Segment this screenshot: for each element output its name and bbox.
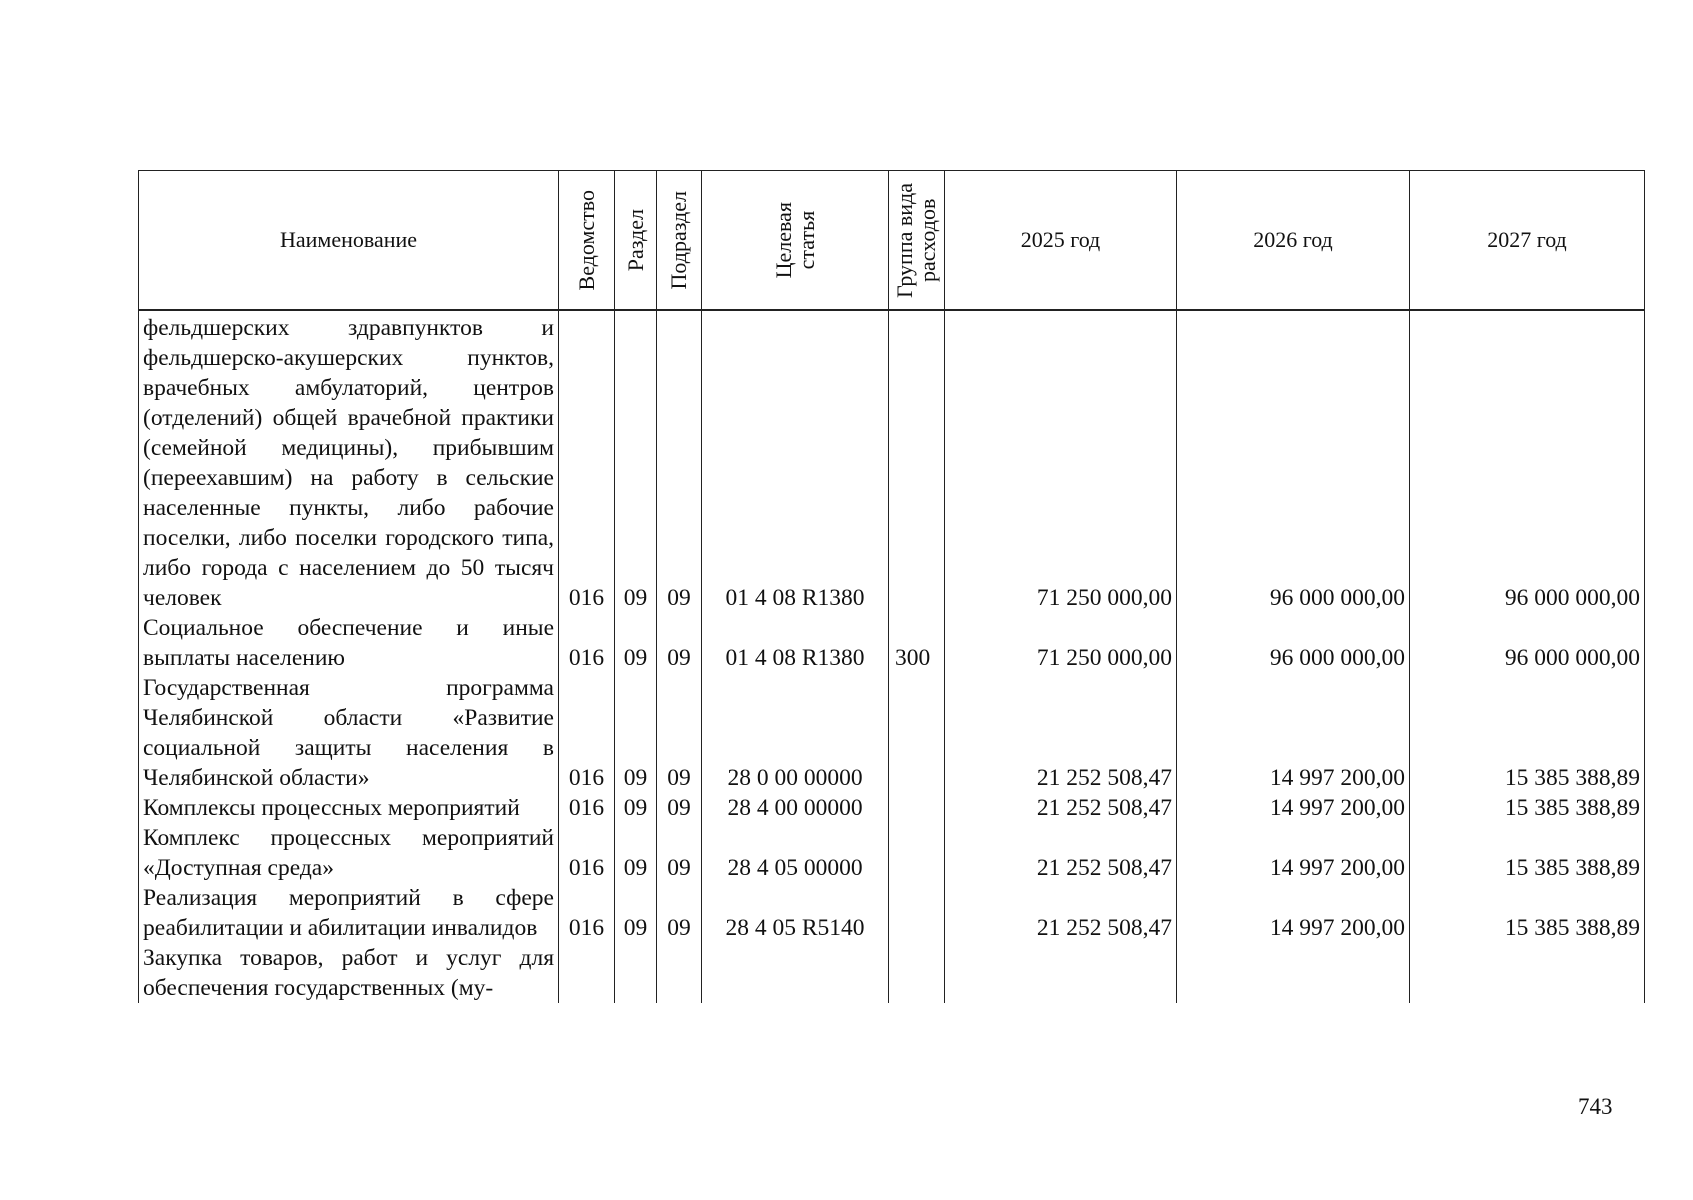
row-name: фельдшерских здравпунктов и фельдшерско-акушерских пунктов, врачебных амбулаторий, центров (отделений) общей врачебной практики (семейной медицины), прибывшим (переехавшим) на работу в сельские населенные пункты, либо рабочие поселки, либо поселки городского типа, либо города с населением до 50 тысяч человек [139,310,559,613]
row-section: 09 [615,613,657,673]
row-name: Государственная программа Челябинской области «Развитие социальной защиты населения в Челябинской области» [139,673,559,793]
header-year-2027: 2027 год [1410,171,1645,311]
row-amount-2026: 14 997 200,00 [1177,823,1410,883]
row-target-article: 01 4 08 R1380 [702,613,889,673]
row-amount-2027: 15 385 388,89 [1410,793,1645,823]
row-subsection: 09 [657,310,702,613]
header-year-2025: 2025 год [945,171,1177,311]
row-amount-2025: 21 252 508,47 [945,883,1177,943]
row-amount-2026: 14 997 200,00 [1177,793,1410,823]
row-section: 09 [615,823,657,883]
row-section: 09 [615,883,657,943]
row-expense-group [889,793,945,823]
row-department [559,943,615,1003]
row-amount-2025: 21 252 508,47 [945,673,1177,793]
header-expense-group: Группа вида расходов [889,171,945,311]
row-department: 016 [559,823,615,883]
header-department: Ведомство [559,171,615,311]
row-section: 09 [615,310,657,613]
table-row [139,613,1645,673]
budget-table [138,170,1645,1003]
header-year-2026: 2026 год [1177,171,1410,311]
row-subsection: 09 [657,793,702,823]
row-target-article: 28 4 05 00000 [702,823,889,883]
row-expense-group [889,823,945,883]
row-amount-2027 [1410,943,1645,1003]
row-subsection: 09 [657,883,702,943]
row-amount-2026: 14 997 200,00 [1177,673,1410,793]
row-section: 09 [615,673,657,793]
row-amount-2026: 14 997 200,00 [1177,883,1410,943]
table-row [139,793,1645,823]
row-name: Комплекс процессных мероприятий «Доступная среда» [139,823,559,883]
row-target-article: 28 4 00 00000 [702,793,889,823]
row-subsection [657,943,702,1003]
header-name: Наименование [139,171,559,311]
row-target-article: 28 4 05 R5140 [702,883,889,943]
row-expense-group: 300 [889,613,945,673]
header-section: Раздел [615,171,657,311]
row-amount-2027: 96 000 000,00 [1410,310,1645,613]
header-subsection: Подраздел [657,171,702,311]
row-expense-group [889,883,945,943]
row-section [615,943,657,1003]
row-name: Социальное обеспечение и иные выплаты населению [139,613,559,673]
row-department: 016 [559,883,615,943]
row-department: 016 [559,673,615,793]
row-amount-2026: 96 000 000,00 [1177,310,1410,613]
row-amount-2025: 71 250 000,00 [945,613,1177,673]
table-header-row [139,171,1645,311]
row-subsection: 09 [657,673,702,793]
row-expense-group [889,310,945,613]
row-amount-2025: 21 252 508,47 [945,823,1177,883]
row-subsection: 09 [657,613,702,673]
row-name: Закупка товаров, работ и услуг для обеспечения государственных (му- [139,943,559,1003]
row-amount-2026: 96 000 000,00 [1177,613,1410,673]
row-amount-2027: 15 385 388,89 [1410,823,1645,883]
header-target-article: Целевая статья [702,171,889,311]
row-amount-2025: 71 250 000,00 [945,310,1177,613]
row-target-article: 28 0 00 00000 [702,673,889,793]
row-amount-2025 [945,943,1177,1003]
table-row [139,943,1645,1003]
row-target-article [702,943,889,1003]
row-amount-2027: 96 000 000,00 [1410,613,1645,673]
table-row [139,673,1645,793]
row-department: 016 [559,310,615,613]
row-section: 09 [615,793,657,823]
table-row [139,823,1645,883]
row-amount-2027: 15 385 388,89 [1410,883,1645,943]
row-department: 016 [559,613,615,673]
row-expense-group [889,943,945,1003]
row-name: Комплексы процессных мероприятий [139,793,559,823]
row-amount-2025: 21 252 508,47 [945,793,1177,823]
table-row [139,310,1645,613]
row-expense-group [889,673,945,793]
row-name: Реализация мероприятий в сфере реабилитации и абилитации инвалидов [139,883,559,943]
row-amount-2026 [1177,943,1410,1003]
row-amount-2027: 15 385 388,89 [1410,673,1645,793]
table-row [139,883,1645,943]
row-target-article: 01 4 08 R1380 [702,310,889,613]
row-subsection: 09 [657,823,702,883]
page-number: 743 [1578,1094,1613,1119]
row-department: 016 [559,793,615,823]
